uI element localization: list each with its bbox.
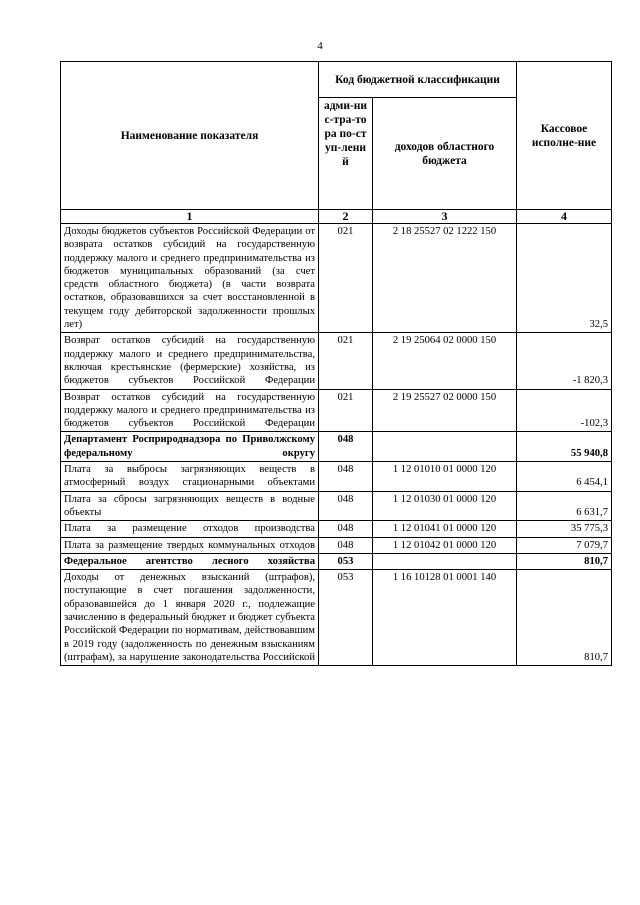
row-revenue-code: 1 12 01010 01 0000 120 <box>373 462 517 492</box>
table-row <box>61 521 612 537</box>
table-row <box>61 537 612 553</box>
table-row <box>61 570 612 666</box>
row-admin-code: 048 <box>319 521 373 537</box>
name-column-header: Наименование показателя <box>61 62 319 210</box>
table-row <box>61 491 612 521</box>
budget-table <box>60 61 612 666</box>
column-number: 1 <box>61 210 319 224</box>
row-name: Плата за выбросы загрязняющих веществ в атмосферный воздух стационарными объектами <box>61 462 319 492</box>
row-revenue-code: 1 12 01041 01 0000 120 <box>373 521 517 537</box>
row-amount: -102,3 <box>517 389 612 432</box>
row-name: Возврат остатков субсидий на государственную поддержку малого и среднего предпринимательства, включая крестьянские (фермерские) хозяйства, из бюджетов субъектов Российской Федерации <box>61 333 319 389</box>
row-admin-code: 021 <box>319 224 373 333</box>
row-amount: 6 454,1 <box>517 462 612 492</box>
table-row <box>61 224 612 333</box>
table-row <box>61 333 612 389</box>
row-revenue-code: 2 19 25527 02 0000 150 <box>373 389 517 432</box>
column-number: 4 <box>517 210 612 224</box>
admin-column-header: адми-нис-тра-тора по-ступ-лений <box>319 98 373 210</box>
row-revenue-code: 1 12 01030 01 0000 120 <box>373 491 517 521</box>
row-admin-code: 021 <box>319 333 373 389</box>
row-name: Плата за сбросы загрязняющих веществ в водные объекты <box>61 491 319 521</box>
row-name: Плата за размещение твердых коммунальных отходов <box>61 537 319 553</box>
row-name: Департамент Росприроднадзора по Приволжскому федеральному округу <box>61 432 319 462</box>
row-name: Доходы от денежных взысканий (штрафов), поступающие в счет погашения задолженности, образовавшейся до 1 января 2020 г., подлежащие зачислению в федеральный бюджет и бюджет субъекта Российской Федерации по нормативам, действовавшим в 2019 году (задолженность по денежным взысканиям (штрафам), за нарушение законодательства Российской <box>61 570 319 666</box>
row-amount: -1 820,3 <box>517 333 612 389</box>
row-amount: 35 775,3 <box>517 521 612 537</box>
row-amount: 810,7 <box>517 570 612 666</box>
row-name: Федеральное агентство лесного хозяйства <box>61 553 319 569</box>
row-admin-code: 048 <box>319 432 373 462</box>
column-number: 3 <box>373 210 517 224</box>
row-amount: 55 940,8 <box>517 432 612 462</box>
column-number-row <box>61 210 612 224</box>
page-number: 4 <box>317 40 323 52</box>
row-name: Доходы бюджетов субъектов Российской Федерации от возврата остатков субсидий на государственную поддержку малого и среднего предпринимательства из бюджетов муниципальных образований (за счет средств областного бюджета) (в части возврата остатков, образовавшихся за счет восстановленной в текущем году дебиторской задолженности прошлых лет) <box>61 224 319 333</box>
row-admin-code: 048 <box>319 462 373 492</box>
row-admin-code: 048 <box>319 537 373 553</box>
row-revenue-code <box>373 553 517 569</box>
row-amount: 810,7 <box>517 553 612 569</box>
table-row <box>61 389 612 432</box>
row-admin-code: 021 <box>319 389 373 432</box>
row-amount: 7 079,7 <box>517 537 612 553</box>
table-row <box>61 462 612 492</box>
row-admin-code: 053 <box>319 553 373 569</box>
row-revenue-code: 2 18 25527 02 1222 150 <box>373 224 517 333</box>
column-number: 2 <box>319 210 373 224</box>
row-name: Возврат остатков субсидий на государственную поддержку малого и среднего предпринимательства из бюджетов субъектов Российской Федерации <box>61 389 319 432</box>
row-revenue-code: 1 12 01042 01 0000 120 <box>373 537 517 553</box>
row-admin-code: 048 <box>319 491 373 521</box>
row-amount: 32,5 <box>517 224 612 333</box>
row-revenue-code <box>373 432 517 462</box>
table-row <box>61 553 612 569</box>
table-row <box>61 432 612 462</box>
execution-column-header: Кассовое исполне-ние <box>517 62 612 210</box>
row-revenue-code: 1 16 10128 01 0001 140 <box>373 570 517 666</box>
row-name: Плата за размещение отходов производства <box>61 521 319 537</box>
revenue-column-header: доходов областного бюджета <box>373 98 517 210</box>
row-admin-code: 053 <box>319 570 373 666</box>
budget-code-header: Код бюджетной классификации <box>319 62 517 98</box>
row-revenue-code: 2 19 25064 02 0000 150 <box>373 333 517 389</box>
row-amount: 6 631,7 <box>517 491 612 521</box>
